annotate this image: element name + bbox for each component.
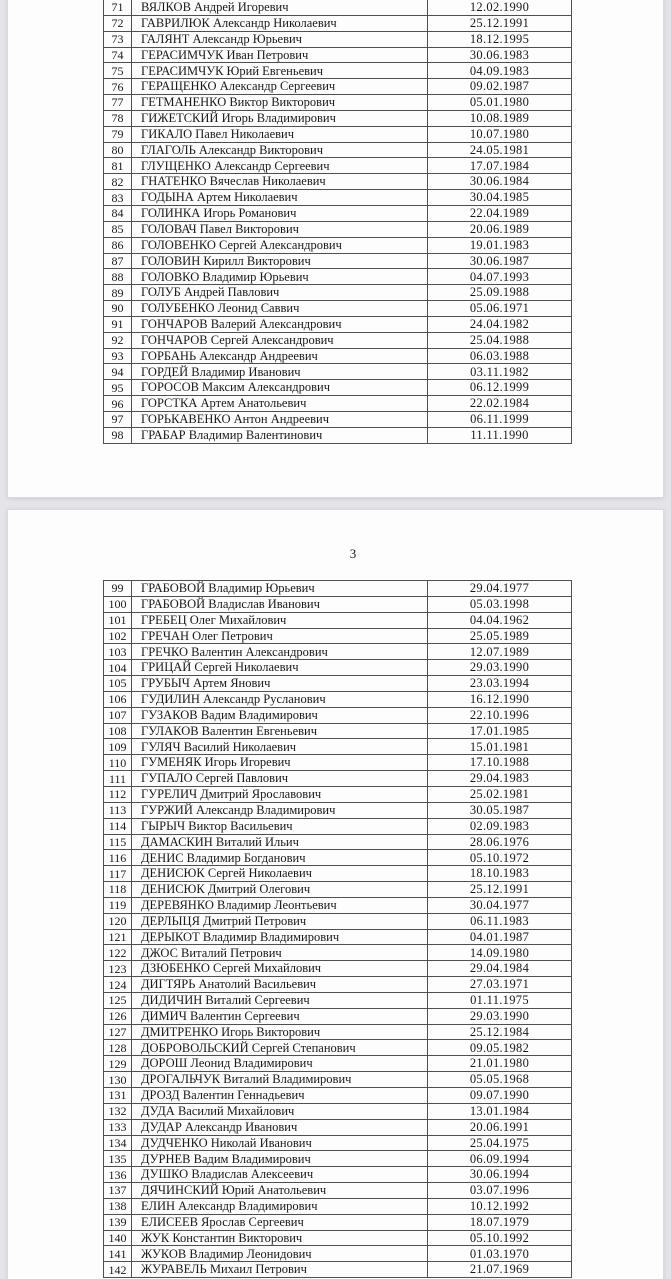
row-number-cell: 128 [104,1040,132,1056]
person-name-cell: ДЯЧИНСКИЙ Юрий Анатольевич [132,1183,428,1199]
row-number-cell: 81 [104,158,132,174]
birth-date-cell: 29.04.1977 [428,581,572,597]
row-number-cell: 77 [104,95,132,111]
birth-date-cell: 25.12.1991 [428,882,572,898]
person-name-cell: ГРЕБЕЦ Олег Михайлович [132,612,428,628]
table-row [104,301,572,317]
table-row [104,818,572,834]
person-name-cell: ДЖОС Виталий Петрович [132,945,428,961]
row-number-cell: 138 [104,1198,132,1214]
row-number-cell: 108 [104,723,132,739]
row-number-cell: 103 [104,644,132,660]
birth-date-cell: 05.03.1998 [428,596,572,612]
table-row [104,79,572,95]
row-number-cell: 78 [104,110,132,126]
birth-date-cell: 22.02.1984 [428,396,572,412]
row-number-cell: 113 [104,802,132,818]
row-number-cell: 120 [104,913,132,929]
table-row [104,1008,572,1024]
birth-date-cell: 24.04.1982 [428,316,572,332]
table-row [104,380,572,396]
row-number-cell: 140 [104,1230,132,1246]
birth-date-cell: 12.07.1989 [428,644,572,660]
table-row [104,1119,572,1135]
row-number-cell: 125 [104,992,132,1008]
person-name-cell: ГОРБАНЬ Александр Андреевич [132,348,428,364]
row-number-cell: 73 [104,31,132,47]
birth-date-cell: 20.06.1991 [428,1119,572,1135]
birth-date-cell: 06.11.1983 [428,913,572,929]
person-name-cell: ДЗЮБЕНКО Сергей Михайлович [132,961,428,977]
table-row [104,316,572,332]
person-name-cell: ГЕРАСИМЧУК Юрий Евгеньевич [132,63,428,79]
row-number-cell: 82 [104,174,132,190]
table-row [104,174,572,190]
row-number-cell: 94 [104,364,132,380]
person-name-cell: ДМИТРЕНКО Игорь Викторович [132,1024,428,1040]
row-number-cell: 84 [104,205,132,221]
birth-date-cell: 16.12.1990 [428,691,572,707]
row-number-cell: 124 [104,977,132,993]
birth-date-cell: 18.12.1995 [428,31,572,47]
birth-date-cell: 24.05.1981 [428,142,572,158]
row-number-cell: 93 [104,348,132,364]
document-page-second [8,510,663,1279]
birth-date-cell: 03.07.1996 [428,1183,572,1199]
birth-date-cell: 09.07.1990 [428,1088,572,1104]
table-row [104,961,572,977]
row-number-cell: 104 [104,660,132,676]
birth-date-cell: 15.01.1981 [428,739,572,755]
row-number-cell: 87 [104,253,132,269]
table-row [104,992,572,1008]
row-number-cell: 115 [104,834,132,850]
birth-date-cell: 09.02.1987 [428,79,572,95]
birth-date-cell: 05.01.1980 [428,95,572,111]
row-number-cell: 99 [104,581,132,597]
birth-date-cell: 11.11.1990 [428,427,572,443]
birth-date-cell: 05.05.1968 [428,1072,572,1088]
birth-date-cell: 17.07.1984 [428,158,572,174]
birth-date-cell: 30.06.1987 [428,253,572,269]
row-number-cell: 141 [104,1246,132,1262]
table-row [104,1214,572,1230]
row-number-cell: 86 [104,237,132,253]
birth-date-cell: 13.01.1984 [428,1103,572,1119]
birth-date-cell: 28.06.1976 [428,834,572,850]
person-name-cell: ЕЛИСЕЕВ Ярослав Сергеевич [132,1214,428,1230]
row-number-cell: 91 [104,316,132,332]
row-number-cell: 111 [104,771,132,787]
table-row [104,427,572,443]
personnel-table-second-page [103,580,572,1278]
row-number-cell: 97 [104,411,132,427]
person-name-cell: ДОРОШ Леонид Владимирович [132,1056,428,1072]
table-row [104,739,572,755]
table-row [104,1151,572,1167]
person-name-cell: ГОДЫНА Артем Николаевич [132,190,428,206]
table-row [104,142,572,158]
person-name-cell: ГУРЖИЙ Александр Владимирович [132,802,428,818]
table-row [104,755,572,771]
table-row [104,628,572,644]
table-row [104,850,572,866]
row-number-cell: 100 [104,596,132,612]
person-name-cell: ГУРЕЛИЧ Дмитрий Ярославович [132,786,428,802]
table-row [104,612,572,628]
row-number-cell: 116 [104,850,132,866]
birth-date-cell: 25.05.1989 [428,628,572,644]
birth-date-cell: 05.06.1971 [428,301,572,317]
person-name-cell: ГОРЬКАВЕНКО Антон Андреевич [132,411,428,427]
birth-date-cell: 10.08.1989 [428,110,572,126]
person-name-cell: ГРАБАР Владимир Валентинович [132,427,428,443]
birth-date-cell: 25.04.1975 [428,1135,572,1151]
person-name-cell: ГУМЕНЯК Игорь Игоревич [132,755,428,771]
birth-date-cell: 05.10.1972 [428,850,572,866]
row-number-cell: 123 [104,961,132,977]
table-row [104,945,572,961]
row-number-cell: 71 [104,0,132,15]
person-name-cell: ДЕНИСЮК Дмитрий Олегович [132,882,428,898]
row-number-cell: 134 [104,1135,132,1151]
birth-date-cell: 29.04.1983 [428,771,572,787]
birth-date-cell: 05.10.1992 [428,1230,572,1246]
table-row [104,47,572,63]
person-name-cell: ГОРСТКА Артем Анатольевич [132,396,428,412]
birth-date-cell: 30.05.1987 [428,802,572,818]
person-name-cell: ГУЛЯЧ Василий Николаевич [132,739,428,755]
person-name-cell: ГУЛАКОВ Валентин Евгеньевич [132,723,428,739]
person-name-cell: ДУШКО Владислав Алексеевич [132,1167,428,1183]
table-row [104,190,572,206]
page-number: 3 [349,546,357,561]
row-number-cell: 126 [104,1008,132,1024]
person-name-cell: ДРОГАЛЬЧУК Виталий Владимирович [132,1072,428,1088]
table-row [104,253,572,269]
birth-date-cell: 06.12.1999 [428,380,572,396]
birth-date-cell: 21.01.1980 [428,1056,572,1072]
person-name-cell: ГРИЦАЙ Сергей Николаевич [132,660,428,676]
birth-date-cell: 06.09.1994 [428,1151,572,1167]
birth-date-cell: 04.09.1983 [428,63,572,79]
person-name-cell: ГУПАЛО Сергей Павлович [132,771,428,787]
birth-date-cell: 06.03.1988 [428,348,572,364]
table-row [104,1262,572,1278]
table-row [104,1103,572,1119]
table-row [104,15,572,31]
person-name-cell: ДЕНИСЮК Сергей Николаевич [132,866,428,882]
table-row [104,1056,572,1072]
table-row [104,95,572,111]
table-row [104,0,572,15]
table-row [104,1230,572,1246]
person-name-cell: ГРЕЧАН Олег Петрович [132,628,428,644]
person-name-cell: ГЫРЫЧ Виктор Васильевич [132,818,428,834]
person-name-cell: ГОРОСОВ Максим Александрович [132,380,428,396]
birth-date-cell: 25.12.1984 [428,1024,572,1040]
row-number-cell: 89 [104,285,132,301]
person-name-cell: ЖУК Константин Викторович [132,1230,428,1246]
table-row [104,1040,572,1056]
row-number-cell: 117 [104,866,132,882]
table-row [104,707,572,723]
table-row [104,126,572,142]
table-row [104,771,572,787]
row-number-cell: 98 [104,427,132,443]
person-name-cell: ГОНЧАРОВ Сергей Александрович [132,332,428,348]
table-row [104,802,572,818]
row-number-cell: 121 [104,929,132,945]
table-row [104,1246,572,1262]
table-row [104,1167,572,1183]
birth-date-cell: 14.09.1980 [428,945,572,961]
birth-date-cell: 04.01.1987 [428,929,572,945]
row-number-cell: 136 [104,1167,132,1183]
person-name-cell: ДЕРЛЫЦЯ Дмитрий Петрович [132,913,428,929]
birth-date-cell: 30.04.1977 [428,897,572,913]
person-name-cell: ДИМИЧ Валентин Сергеевич [132,1008,428,1024]
birth-date-cell: 23.03.1994 [428,676,572,692]
person-name-cell: ГЕРАСИМЧУК Иван Петрович [132,47,428,63]
row-number-cell: 92 [104,332,132,348]
row-number-cell: 83 [104,190,132,206]
row-number-cell: 112 [104,786,132,802]
person-name-cell: ДУРНЕВ Вадим Владимирович [132,1151,428,1167]
birth-date-cell: 17.10.1988 [428,755,572,771]
birth-date-cell: 04.07.1993 [428,269,572,285]
birth-date-cell: 27.03.1971 [428,977,572,993]
person-name-cell: ГРАБОВОЙ Владимир Юрьевич [132,581,428,597]
row-number-cell: 142 [104,1262,132,1278]
birth-date-cell: 25.09.1988 [428,285,572,301]
birth-date-cell: 22.10.1996 [428,707,572,723]
birth-date-cell: 30.06.1994 [428,1167,572,1183]
person-name-cell: ДУДЧЕНКО Николай Иванович [132,1135,428,1151]
person-name-cell: ДЕРЕВЯНКО Владимир Леонтьевич [132,897,428,913]
table-row [104,63,572,79]
person-name-cell: ДАМАСКИН Виталий Ильич [132,834,428,850]
table-row [104,110,572,126]
person-name-cell: ГЛАГОЛЬ Александр Викторович [132,142,428,158]
person-name-cell: ГНАТЕНКО Вячеслав Николаевич [132,174,428,190]
birth-date-cell: 01.03.1970 [428,1246,572,1262]
birth-date-cell: 04.04.1962 [428,612,572,628]
row-number-cell: 122 [104,945,132,961]
table-row [104,929,572,945]
row-number-cell: 135 [104,1151,132,1167]
row-number-cell: 76 [104,79,132,95]
person-name-cell: ГЕТМАНЕНКО Виктор Викторович [132,95,428,111]
birth-date-cell: 02.09.1983 [428,818,572,834]
table-row [104,882,572,898]
row-number-cell: 106 [104,691,132,707]
table-row [104,396,572,412]
row-number-cell: 95 [104,380,132,396]
birth-date-cell: 30.06.1984 [428,174,572,190]
person-name-cell: ДЕРЫКОТ Владимир Владимирович [132,929,428,945]
person-name-cell: ГОНЧАРОВ Валерий Александрович [132,316,428,332]
birth-date-cell: 17.01.1985 [428,723,572,739]
row-number-cell: 132 [104,1103,132,1119]
table-row [104,237,572,253]
table-row [104,866,572,882]
table-row [104,913,572,929]
table-row [104,269,572,285]
row-number-cell: 75 [104,63,132,79]
table-row [104,31,572,47]
birth-date-cell: 20.06.1989 [428,221,572,237]
table-row [104,786,572,802]
person-name-cell: ГЕРАЩЕНКО Александр Сергеевич [132,79,428,95]
birth-date-cell: 21.07.1969 [428,1262,572,1278]
row-number-cell: 74 [104,47,132,63]
birth-date-cell: 03.11.1982 [428,364,572,380]
person-name-cell: ГАЛЯНТ Александр Юрьевич [132,31,428,47]
person-name-cell: ГИКАЛО Павел Николаевич [132,126,428,142]
person-name-cell: ГОЛОВЕНКО Сергей Александрович [132,237,428,253]
birth-date-cell: 01.11.1975 [428,992,572,1008]
table-row [104,411,572,427]
person-name-cell: ГОЛОВАЧ Павел Викторович [132,221,428,237]
row-number-cell: 139 [104,1214,132,1230]
table-row [104,1198,572,1214]
personnel-table-first-page [103,0,572,444]
table-row [104,660,572,676]
birth-date-cell: 30.04.1985 [428,190,572,206]
row-number-cell: 96 [104,396,132,412]
person-name-cell: ДИДИЧИН Виталий Сергеевич [132,992,428,1008]
person-name-cell: ЖУРАВЕЛЬ Михаил Петрович [132,1262,428,1278]
table-row [104,676,572,692]
birth-date-cell: 29.04.1984 [428,961,572,977]
row-number-cell: 119 [104,897,132,913]
birth-date-cell: 25.04.1988 [428,332,572,348]
row-number-cell: 85 [104,221,132,237]
person-name-cell: ГОЛИНКА Игорь Романович [132,205,428,221]
table-row [104,205,572,221]
person-name-cell: ДОБРОВОЛЬСКИЙ Сергей Степанович [132,1040,428,1056]
person-name-cell: ГЛУЩЕНКО Александр Сергеевич [132,158,428,174]
person-name-cell: ГОЛУБЕНКО Леонид Саввич [132,301,428,317]
row-number-cell: 118 [104,882,132,898]
birth-date-cell: 29.03.1990 [428,660,572,676]
row-number-cell: 109 [104,739,132,755]
table-row [104,332,572,348]
person-name-cell: ДРОЗД Валентин Геннадьевич [132,1088,428,1104]
table-row [104,581,572,597]
table-row [104,723,572,739]
birth-date-cell: 29.03.1990 [428,1008,572,1024]
table-row [104,221,572,237]
person-name-cell: ЖУКОВ Владимир Леонидович [132,1246,428,1262]
birth-date-cell: 10.12.1992 [428,1198,572,1214]
row-number-cell: 101 [104,612,132,628]
person-name-cell: ДУДА Василий Михайлович [132,1103,428,1119]
table-row [104,158,572,174]
person-name-cell: ГИЖЕТСКИЙ Игорь Владимирович [132,110,428,126]
birth-date-cell: 10.07.1980 [428,126,572,142]
person-name-cell: ГУЗАКОВ Вадим Владимирович [132,707,428,723]
row-number-cell: 131 [104,1088,132,1104]
birth-date-cell: 18.07.1979 [428,1214,572,1230]
table-row [104,977,572,993]
person-name-cell: ГУДИЛИН Александр Русланович [132,691,428,707]
table-row [104,1024,572,1040]
person-name-cell: ГОЛУБ Андрей Павлович [132,285,428,301]
table-row [104,285,572,301]
row-number-cell: 102 [104,628,132,644]
table-row [104,897,572,913]
row-number-cell: 90 [104,301,132,317]
person-name-cell: ДИГТЯРЬ Анатолий Васильевич [132,977,428,993]
table-row [104,1088,572,1104]
person-name-cell: ДУДАР Александр Иванович [132,1119,428,1135]
row-number-cell: 80 [104,142,132,158]
table-row [104,834,572,850]
row-number-cell: 72 [104,15,132,31]
person-name-cell: ВЯЛКОВ Андрей Игоревич [132,0,428,15]
person-name-cell: ДЕНИС Владимир Богданович [132,850,428,866]
person-name-cell: ГРУБЫЧ Артем Янович [132,676,428,692]
row-number-cell: 107 [104,707,132,723]
birth-date-cell: 18.10.1983 [428,866,572,882]
row-number-cell: 130 [104,1072,132,1088]
row-number-cell: 114 [104,818,132,834]
person-name-cell: ЕЛИН Александр Владимирович [132,1198,428,1214]
row-number-cell: 105 [104,676,132,692]
person-name-cell: ГОЛОВКО Владимир Юрьевич [132,269,428,285]
person-name-cell: ГРЕЧКО Валентин Александрович [132,644,428,660]
document-page-first [8,0,663,497]
table-row [104,1072,572,1088]
row-number-cell: 88 [104,269,132,285]
row-number-cell: 110 [104,755,132,771]
table-row [104,691,572,707]
birth-date-cell: 25.02.1981 [428,786,572,802]
birth-date-cell: 30.06.1983 [428,47,572,63]
table-row [104,644,572,660]
row-number-cell: 79 [104,126,132,142]
table-row [104,364,572,380]
person-name-cell: ГРАБОВОЙ Владислав Иванович [132,596,428,612]
birth-date-cell: 25.12.1991 [428,15,572,31]
row-number-cell: 129 [104,1056,132,1072]
table-row [104,348,572,364]
row-number-cell: 133 [104,1119,132,1135]
birth-date-cell: 19.01.1983 [428,237,572,253]
table-row [104,1135,572,1151]
person-name-cell: ГАВРИЛЮК Александр Николаевич [132,15,428,31]
birth-date-cell: 09.05.1982 [428,1040,572,1056]
birth-date-cell: 12.02.1990 [428,0,572,15]
person-name-cell: ГОЛОВИН Кирилл Викторович [132,253,428,269]
birth-date-cell: 06.11.1999 [428,411,572,427]
birth-date-cell: 22.04.1989 [428,205,572,221]
row-number-cell: 137 [104,1183,132,1199]
table-row [104,596,572,612]
person-name-cell: ГОРДЕЙ Владимир Иванович [132,364,428,380]
row-number-cell: 127 [104,1024,132,1040]
table-row [104,1183,572,1199]
